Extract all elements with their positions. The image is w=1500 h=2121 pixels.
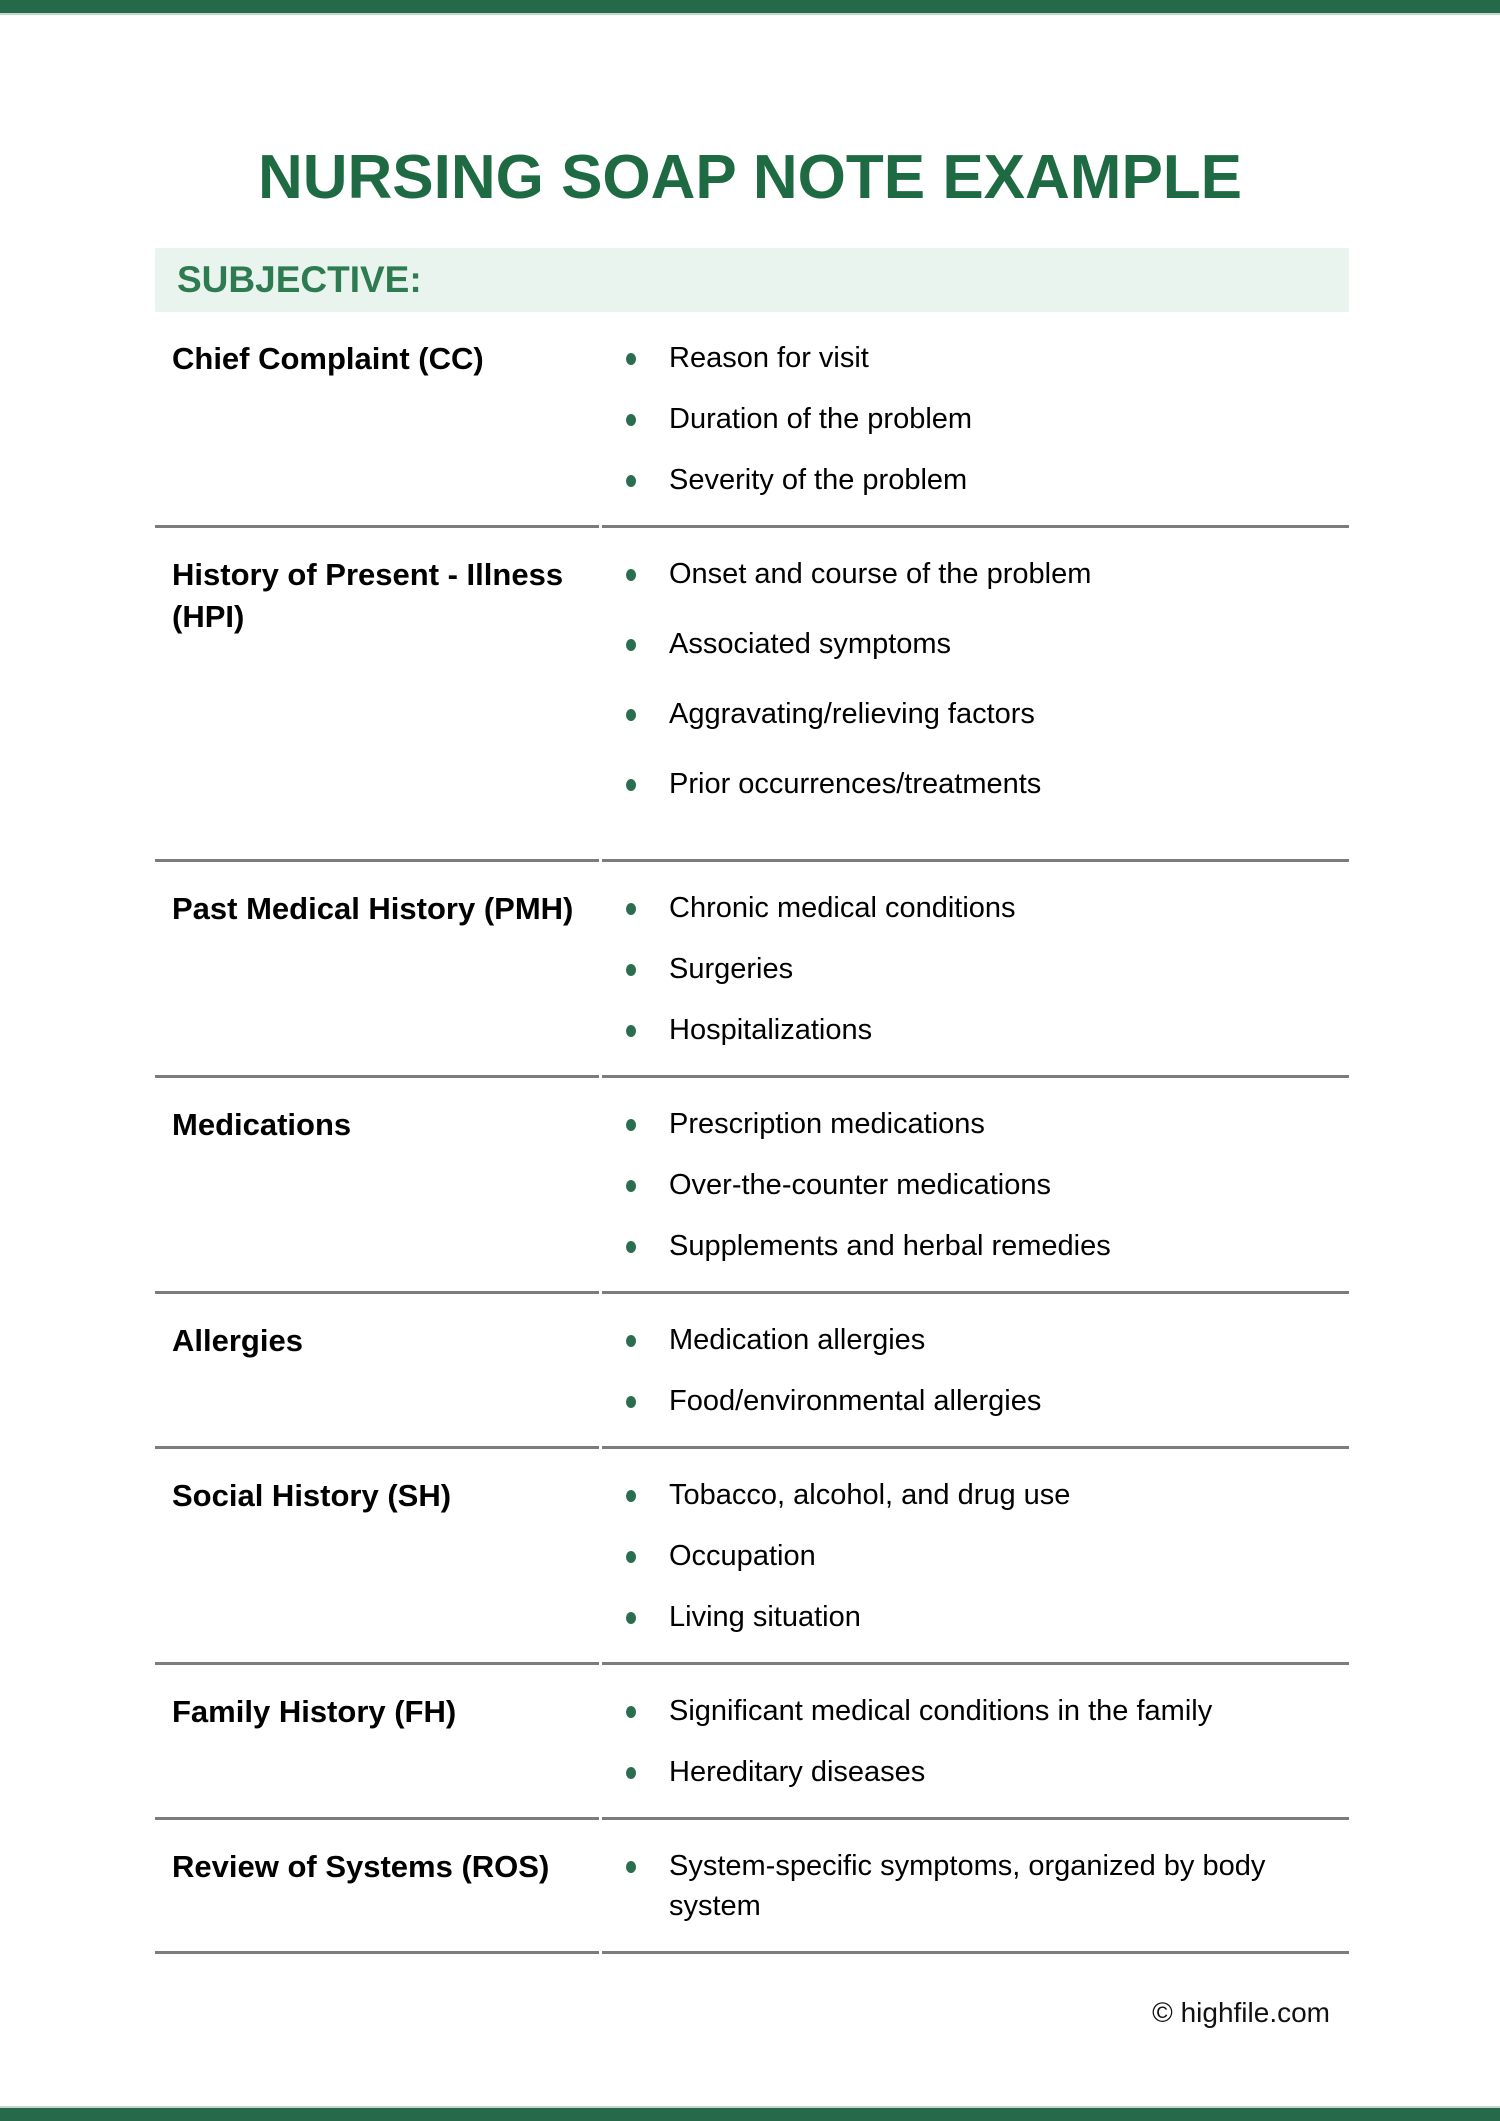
bullet-text: Hospitalizations	[669, 1014, 873, 1046]
bullet-icon	[626, 1396, 636, 1408]
bullet-icon	[626, 709, 636, 721]
bullet-item	[602, 554, 1329, 594]
bullet-item	[602, 1475, 1329, 1515]
bullet-text: Chronic medical conditions	[669, 892, 1016, 924]
bullet-item	[602, 1597, 1329, 1637]
bullet-text: Occupation	[669, 1540, 816, 1572]
bullet-icon	[626, 964, 636, 976]
bullet-list	[602, 862, 1349, 1075]
bullet-item	[602, 1381, 1329, 1421]
bullet-item	[602, 1010, 1329, 1050]
row-label: Family History (FH)	[155, 1665, 599, 1820]
bullet-item	[602, 460, 1329, 500]
bullet-list	[602, 1294, 1349, 1446]
row-label: Medications	[155, 1078, 599, 1294]
bullet-text: Significant medical conditions in the family	[669, 1695, 1213, 1727]
table-row	[155, 1294, 1349, 1449]
bullet-icon	[626, 1025, 636, 1037]
section-header	[155, 248, 1349, 312]
bullet-text: Living situation	[669, 1601, 861, 1633]
row-bullets	[602, 528, 1349, 862]
bullet-item	[602, 338, 1329, 378]
row-bullets	[602, 1078, 1349, 1294]
bullet-text: Tobacco, alcohol, and drug use	[669, 1479, 1071, 1511]
table-row	[155, 1665, 1349, 1820]
bullet-text: Duration of the problem	[669, 403, 973, 435]
bullet-list	[602, 528, 1349, 859]
bullet-text: Severity of the problem	[669, 464, 968, 496]
bullet-item	[602, 624, 1329, 664]
section-header-label: SUBJECTIVE:	[177, 259, 422, 300]
top-accent-bar	[0, 0, 1500, 15]
bullet-icon	[626, 1180, 636, 1192]
bullet-item	[602, 1226, 1329, 1266]
bullet-icon	[626, 779, 636, 791]
bullet-icon	[626, 414, 636, 426]
bullet-icon	[626, 1706, 636, 1718]
table-row	[155, 312, 1349, 528]
row-bullets	[602, 1665, 1349, 1820]
bullet-text: Prescription medications	[669, 1108, 985, 1140]
bullet-item	[602, 399, 1329, 439]
bullet-item	[602, 1752, 1329, 1792]
bullet-icon	[626, 1551, 636, 1563]
bottom-accent-bar	[0, 2106, 1500, 2121]
bullet-icon	[626, 353, 636, 365]
bullet-item	[602, 764, 1329, 804]
bullet-icon	[626, 1861, 636, 1873]
bullet-text: Hereditary diseases	[669, 1756, 926, 1788]
bullet-text: Reason for visit	[669, 342, 869, 374]
bullet-item	[602, 1691, 1329, 1731]
bullet-list	[602, 1665, 1349, 1817]
bullet-list	[602, 1820, 1349, 1951]
bullet-item	[602, 888, 1329, 928]
bullet-icon	[626, 1335, 636, 1347]
bullet-text: Prior occurrences/treatments	[669, 768, 1042, 800]
table-row	[155, 1820, 1349, 1954]
row-label: Past Medical History (PMH)	[155, 862, 599, 1078]
bullet-icon	[626, 1119, 636, 1131]
bullet-item	[602, 1536, 1329, 1576]
bullet-text: Over-the-counter medications	[669, 1169, 1051, 1201]
row-label: Review of Systems (ROS)	[155, 1820, 599, 1954]
row-bullets	[602, 1449, 1349, 1665]
bullet-icon	[626, 903, 636, 915]
bullet-item	[602, 949, 1329, 989]
bullet-list	[602, 1449, 1349, 1662]
bullet-text: Supplements and herbal remedies	[669, 1230, 1111, 1262]
row-bullets	[602, 312, 1349, 528]
row-label: History of Present - Illness (HPI)	[155, 528, 599, 862]
bullet-icon	[626, 639, 636, 651]
bullet-item	[602, 1165, 1329, 1205]
row-label: Allergies	[155, 1294, 599, 1449]
bullet-icon	[626, 569, 636, 581]
row-bullets	[602, 862, 1349, 1078]
row-bullets	[602, 1820, 1349, 1954]
row-bullets	[602, 1294, 1349, 1449]
bullet-icon	[626, 1612, 636, 1624]
bullet-text: System-specific symptoms, organized by body system	[669, 1850, 1266, 1922]
bullet-item	[602, 1320, 1329, 1360]
bullet-icon	[626, 1767, 636, 1779]
document-body	[155, 248, 1349, 1954]
bullet-icon	[626, 1241, 636, 1253]
bullet-item	[602, 1104, 1329, 1144]
row-label: Chief Complaint (CC)	[155, 312, 599, 528]
bullet-text: Aggravating/relieving factors	[669, 698, 1035, 730]
bullet-item	[602, 694, 1329, 734]
bullet-text: Food/environmental allergies	[669, 1385, 1042, 1417]
bullet-text: Associated symptoms	[669, 628, 952, 660]
row-label: Social History (SH)	[155, 1449, 599, 1665]
bullet-item	[602, 1846, 1329, 1926]
table-row	[155, 1078, 1349, 1294]
bullet-text: Medication allergies	[669, 1324, 926, 1356]
bullet-icon	[626, 1490, 636, 1502]
bullet-text: Onset and course of the problem	[669, 558, 1092, 590]
bullet-list	[602, 1078, 1349, 1291]
page-title: NURSING SOAP NOTE EXAMPLE	[257, 143, 1243, 212]
bullet-text: Surgeries	[669, 953, 794, 985]
bullet-list	[602, 312, 1349, 525]
footer-credit: © highfile.com	[1152, 1997, 1330, 2028]
soap-table	[155, 312, 1349, 1954]
table-row	[155, 862, 1349, 1078]
table-row	[155, 528, 1349, 862]
bullet-icon	[626, 475, 636, 487]
table-row	[155, 1449, 1349, 1665]
